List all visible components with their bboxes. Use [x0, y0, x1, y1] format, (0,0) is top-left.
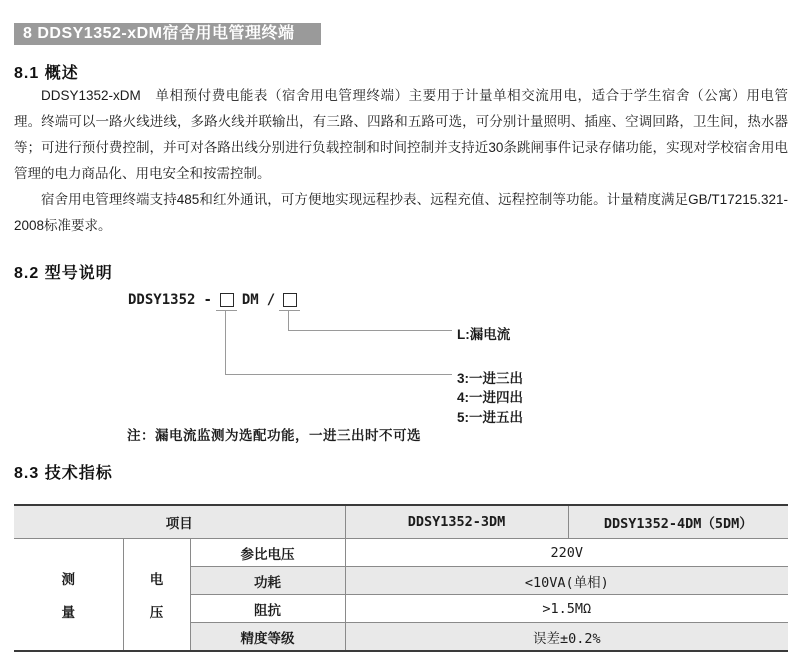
- overview-paragraph-1: DDSY1352-xDM 单相预付费电能表（宿舍用电管理终端）主要用于计量单相交流用电，适合于学生宿舍（公寓）用电管理。终端可以一路火线进线，多路火线并联输出，有三路、四路和五路可选，可分别计量照明、插座、空调回路，卫生间，热水器等；可进行预付费控制，并可对各路出线分别进行负载控制和时间控制并支持近30条跳闸事件记录存储功能，实现对学校宿舍用电管理的电力商品化、用电安全和按需控制。: [14, 88, 788, 181]
- label-out5: 5:一进五出: [457, 410, 524, 425]
- param-cell: 精度等级: [190, 623, 345, 652]
- model-mid: DM: [241, 292, 259, 308]
- header-cell-4dm: DDSY1352-4DM（5DM）: [568, 505, 788, 539]
- value-cell: >1.5MΩ: [345, 595, 788, 623]
- connector-line-leakage-horizontal: [288, 330, 452, 331]
- model-formula: [128, 292, 297, 308]
- group-cell-voltage: [123, 539, 190, 652]
- connector-bar-variant: [216, 310, 237, 311]
- model-slash: /: [266, 292, 276, 308]
- connector-bar-leakage: [279, 310, 300, 311]
- label-out4: 4:一进四出: [457, 390, 524, 405]
- header-cell-item: 项目: [14, 505, 345, 539]
- section-heading-model: 8.2 型号说明: [14, 265, 113, 282]
- value-cell: 误差±0.2%: [345, 623, 788, 652]
- value-cell: 220V: [345, 539, 788, 567]
- model-dash: -: [203, 292, 212, 308]
- measure-label: 测 量: [61, 572, 75, 620]
- section-heading-specs: 8.3 技术指标: [14, 465, 113, 482]
- label-out3: 3:一进三出: [457, 371, 524, 386]
- table-row-voltage-ref: [14, 539, 788, 567]
- connector-line-leakage-vertical: [288, 310, 289, 330]
- label-leakage: L:漏电流: [457, 327, 511, 342]
- model-prefix: DDSY1352: [128, 292, 196, 308]
- section-heading-overview: 8.1 概述: [14, 65, 79, 82]
- group-cell-measure: [14, 539, 123, 652]
- model-variant-box: [220, 293, 234, 307]
- model-note: 注：漏电流监测为选配功能，一进三出时不可选: [127, 428, 421, 443]
- param-cell: 阻抗: [190, 595, 345, 623]
- table-header-row: [14, 505, 788, 539]
- chapter-title-bar: 8 DDSY1352-xDM宿舍用电管理终端: [14, 23, 321, 45]
- overview-paragraph-2: 宿舍用电管理终端支持485和红外通讯，可方便地实现远程抄表、远程充值、远程控制等功能。计量精度满足GB/T17215.321-2008标准要求。: [14, 192, 788, 233]
- param-cell: 参比电压: [190, 539, 345, 567]
- connector-line-variant-vertical: [225, 310, 226, 375]
- value-cell: <10VA(单相): [345, 567, 788, 595]
- voltage-label: 电 压: [149, 572, 164, 620]
- connector-line-variant-horizontal: [225, 374, 452, 375]
- leakage-option-box: [283, 293, 297, 307]
- header-cell-3dm: DDSY1352-3DM: [345, 505, 568, 539]
- param-cell: 功耗: [190, 567, 345, 595]
- specs-table: [14, 504, 788, 652]
